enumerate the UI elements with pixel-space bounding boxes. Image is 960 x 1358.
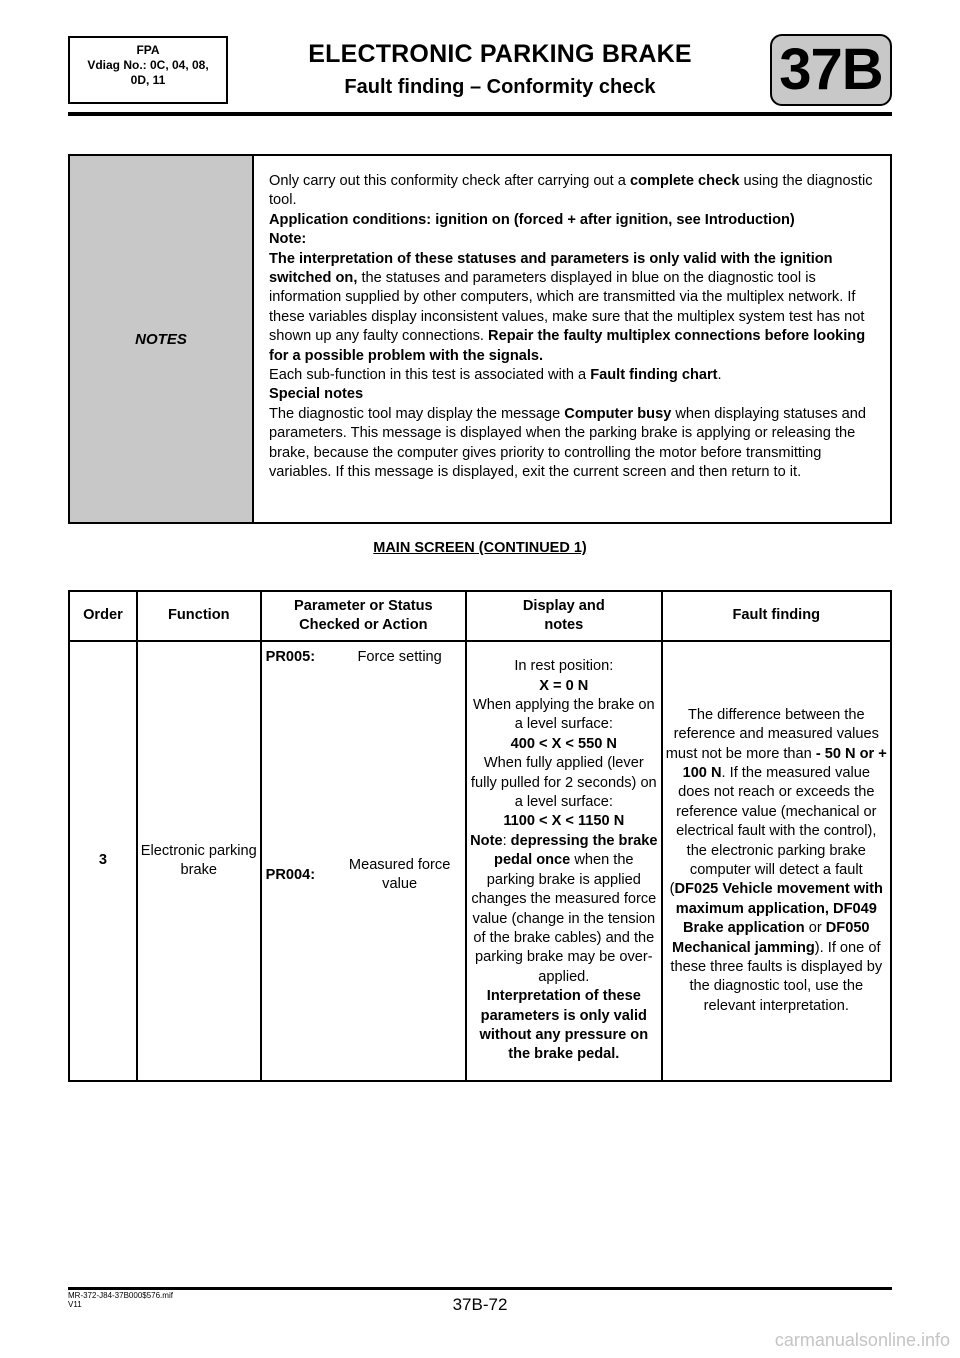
notes-paragraph (269, 405, 878, 483)
special-notes-heading: Special notes (269, 386, 364, 403)
header-function: Function (137, 591, 261, 641)
notes-box (68, 154, 892, 524)
notes-paragraph (269, 250, 878, 366)
table-row (69, 641, 891, 1081)
param-code-pr005: PR005: (265, 649, 316, 665)
fault-text (666, 706, 887, 1017)
notes-bold: The interpretation of these statuses and parameters is only valid with the ignition switched on, (269, 250, 833, 287)
cell-function: Electronic parking brake (137, 641, 261, 1081)
fault-span: or (804, 920, 826, 937)
cell-parameters (261, 641, 466, 1081)
footer-divider (68, 1287, 892, 1290)
fault-bold: DF025 Vehicle movement with maximum application, DF049 Brake application (674, 881, 883, 937)
vehicle-line-3: 0D, 11 (130, 73, 166, 87)
header-display (466, 591, 662, 641)
vehicle-info-box (68, 36, 228, 104)
notes-text: The diagnostic tool may display the message (269, 405, 565, 422)
param-label-force-setting: Force setting (357, 649, 442, 665)
header-parameter (261, 591, 466, 641)
section-title: MAIN SCREEN (CONTINUED 1) (373, 540, 587, 556)
display-text: When applying the brake on a level surface: (472, 697, 655, 733)
display-value: 1100 < X < 1150 N (503, 813, 625, 830)
header-divider (68, 112, 892, 116)
header-display-line1: Display and (522, 597, 605, 614)
cell-display-notes (466, 641, 662, 1081)
fault-span: The difference between the reference and measured values must not be more than (665, 706, 879, 762)
application-conditions: Application conditions: ignition on (forced + after ignition, see Introduction) (269, 211, 795, 228)
cell-order: 3 (69, 641, 137, 1081)
display-value: 400 < X < 550 N (510, 735, 617, 752)
section-code-badge: 37B (770, 34, 892, 106)
fault-span: ). If one of these three faults is displayed by the diagnostic tool, use the relevant interpretation. (670, 939, 883, 1014)
footer-reference (68, 1291, 173, 1309)
conformity-table (68, 590, 892, 1082)
display-text: When fully applied (lever fully pulled for 2 seconds) on a level surface: (470, 755, 657, 811)
header-parameter-line1: Parameter or Status (293, 597, 433, 614)
notes-bold: Computer busy (564, 405, 672, 422)
notes-bold: Fault finding chart (590, 367, 718, 384)
display-value: X = 0 N (539, 677, 589, 694)
page-title: ELECTRONIC PARKING BRAKE (308, 40, 692, 68)
vehicle-line-1: FPA (136, 43, 160, 57)
notes-bold: Repair the faulty multiplex connections before looking for a possible problem with the signals. (269, 328, 866, 364)
header-order: Order (69, 591, 137, 641)
param-label-measured-force: Measured force value (348, 857, 451, 893)
footer-ref-line1: MR-372-J84-37B000$576.mif (68, 1291, 173, 1300)
notes-body (254, 156, 890, 522)
notes-text: the statuses and parameters displayed in blue on the diagnostic tool is information supplied by other computers, which are transmitted via the multiplex network. If these variables display inconsistent values, make sure that the multiplex system test has not shown up any faulty connections. (269, 270, 865, 345)
notes-text: Only carry out this conformity check after carrying out a (269, 173, 630, 189)
header-parameter-line2: Checked or Action (299, 617, 428, 633)
display-bold: Note (470, 832, 503, 849)
notes-paragraph (269, 366, 878, 385)
notes-text: Each sub-function in this test is associated with a (269, 367, 591, 384)
header-fault-finding: Fault finding (662, 591, 891, 641)
notes-text: using the diagnostic tool. (269, 173, 873, 209)
table-header-row (69, 591, 891, 641)
notes-text: . (717, 367, 722, 384)
fault-span: . If the measured value does not reach or exceeds the reference value (mechanical or electrical fault with the control), the electronic parking brake computer will detect a fault ( (669, 764, 877, 898)
fault-bold: - 50 N or + 100 N (682, 745, 887, 781)
display-note (469, 832, 659, 987)
page-number: 37B-72 (452, 1295, 508, 1314)
note-heading: Note: (269, 231, 307, 248)
display-text: when the parking brake is applied changes the measured force value (change in the tension of the brake cables) and the parking brake may be over-applied. (471, 852, 657, 985)
param-code-pr004: PR004: (265, 867, 316, 883)
page-subtitle: Fault finding – Conformity check (344, 76, 656, 98)
notes-label: NOTES (70, 156, 254, 522)
notes-paragraph (269, 172, 878, 211)
vehicle-line-2: Vdiag No.: 0C, 04, 08, (87, 58, 209, 72)
display-text: : (502, 832, 511, 849)
display-text: In rest position: (514, 658, 614, 675)
watermark: carmanualsonline.info (774, 1330, 950, 1350)
display-warning: Interpretation of these parameters is only valid without any pressure on the brake pedal. (479, 988, 649, 1063)
notes-text: when displaying statuses and parameters. This message is displayed when the parking brake is applying or releasing the brake, because the computer gives priority to controlling the motor before transmitting variables. If this message is displayed, exit the current screen and then return to it. (269, 405, 867, 481)
footer-ref-line2: V11 (68, 1300, 82, 1309)
header-display-line2: notes (544, 617, 584, 633)
fault-bold: DF050 Mechanical jamming (672, 920, 870, 956)
display-bold: depressing the brake pedal once (494, 832, 658, 869)
notes-bold: complete check (629, 173, 740, 189)
cell-fault-finding (662, 641, 891, 1081)
